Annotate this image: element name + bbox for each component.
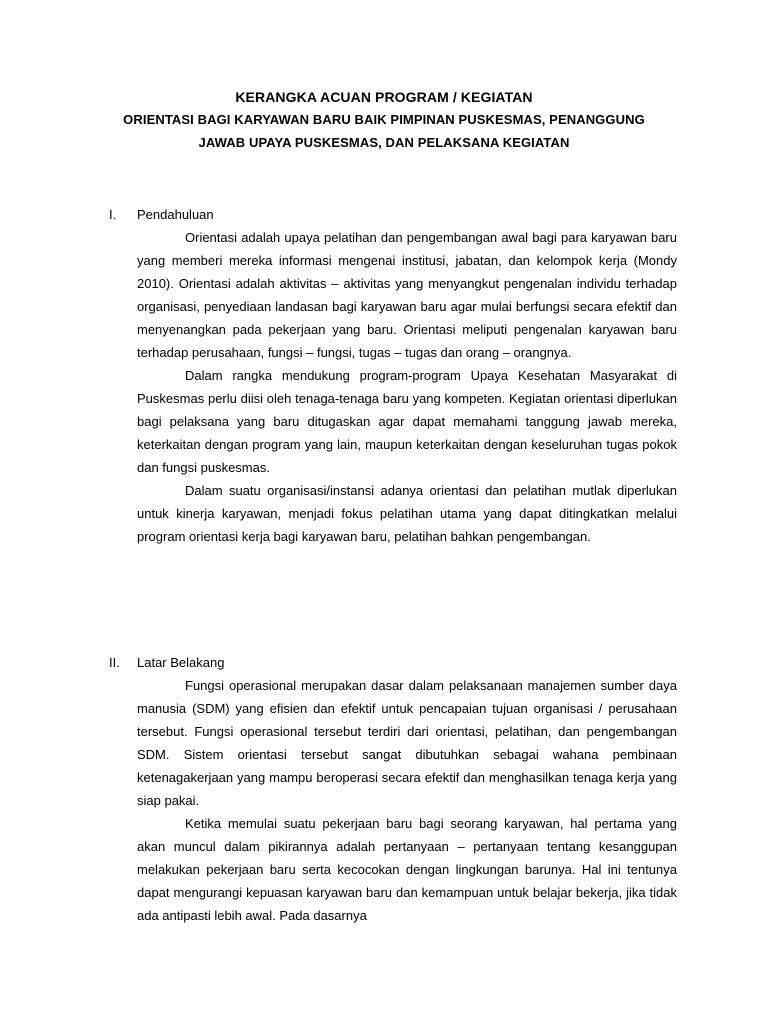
section-body <box>137 674 677 927</box>
section-heading: Latar Belakang <box>137 655 225 670</box>
paragraph: Fungsi operasional merupakan dasar dalam pelaksanaan manajemen sumber daya manusia (SDM) yang efisien dan efektif untuk pencapaian tujuan organisasi / perusahaan tersebut. Fungsi operasional tersebut terdiri dari orientasi, pelatihan, dan pengembangan SDM. Sistem orientasi tersebut sangat dibutuhkan sebagai wahana pembinaan ketenagakerjaan yang mampu beroperasi secara efektif dan menghasilkan tenaga kerja yang siap pakai. <box>137 678 677 808</box>
section-heading: Pendahuluan <box>137 207 214 222</box>
document-subtitle-line-2: JAWAB UPAYA PUSKESMAS, DAN PELAKSANA KEGIATAN <box>198 135 570 150</box>
section-number: II. <box>109 655 120 670</box>
paragraph: Dalam rangka mendukung program-program Upaya Kesehatan Masyarakat di Puskesmas perlu diisi oleh tenaga-tenaga baru yang kompeten. Kegiatan orientasi diperlukan bagi pelaksana yang baru ditugaskan agar dapat memahami tanggung jawab mereka, keterkaitan dengan program yang lain, maupun keterkaitan dengan keseluruhan tugas pokok dan fungsi puskesmas. <box>137 368 677 475</box>
section-number: I. <box>109 207 117 222</box>
document-subtitle-line-1: ORIENTASI BAGI KARYAWAN BARU BAIK PIMPINAN PUSKESMAS, PENANGGUNG <box>123 112 645 127</box>
paragraph: Dalam suatu organisasi/instansi adanya orientasi dan pelatihan mutlak diperlukan untuk kinerja karyawan, menjadi fokus pelatihan utama yang dapat ditingkatkan melalui program orientasi kerja bagi karyawan baru, pelatihan bahkan pengembangan. <box>137 483 677 544</box>
title-block <box>0 86 768 154</box>
paragraph: Orientasi adalah upaya pelatihan dan pengembangan awal bagi para karyawan baru yang memberi mereka informasi mengenai institusi, jabatan, dan kelompok kerja (Mondy 2010). Orientasi adalah aktivitas – aktivitas yang menyangkut pengenalan individu terhadap organisasi, penyediaan landasan bagi karyawan baru agar mulai berfungsi secara efektif dan menyenangkan pada pekerjaan yang baru. Orientasi meliputi pengenalan karyawan baru terhadap perusahaan, fungsi – fungsi, tugas – tugas dan orang – orangnya. <box>137 230 677 360</box>
section-body <box>137 226 677 548</box>
paragraph: Ketika memulai suatu pekerjaan baru bagi seorang karyawan, hal pertama yang akan muncul dalam pikirannya adalah pertanyaan – pertanyaan tentang kesanggupan melakukan pekerjaan baru serta kecocokan dengan lingkungan barunya. Hal ini tentunya dapat mengurangi kepuasan karyawan baru dan kemampuan untuk belajar bekerja, jika tidak ada antipasti lebih awal. Pada dasarnya <box>137 816 677 923</box>
document-title: KERANGKA ACUAN PROGRAM / KEGIATAN <box>235 89 533 105</box>
